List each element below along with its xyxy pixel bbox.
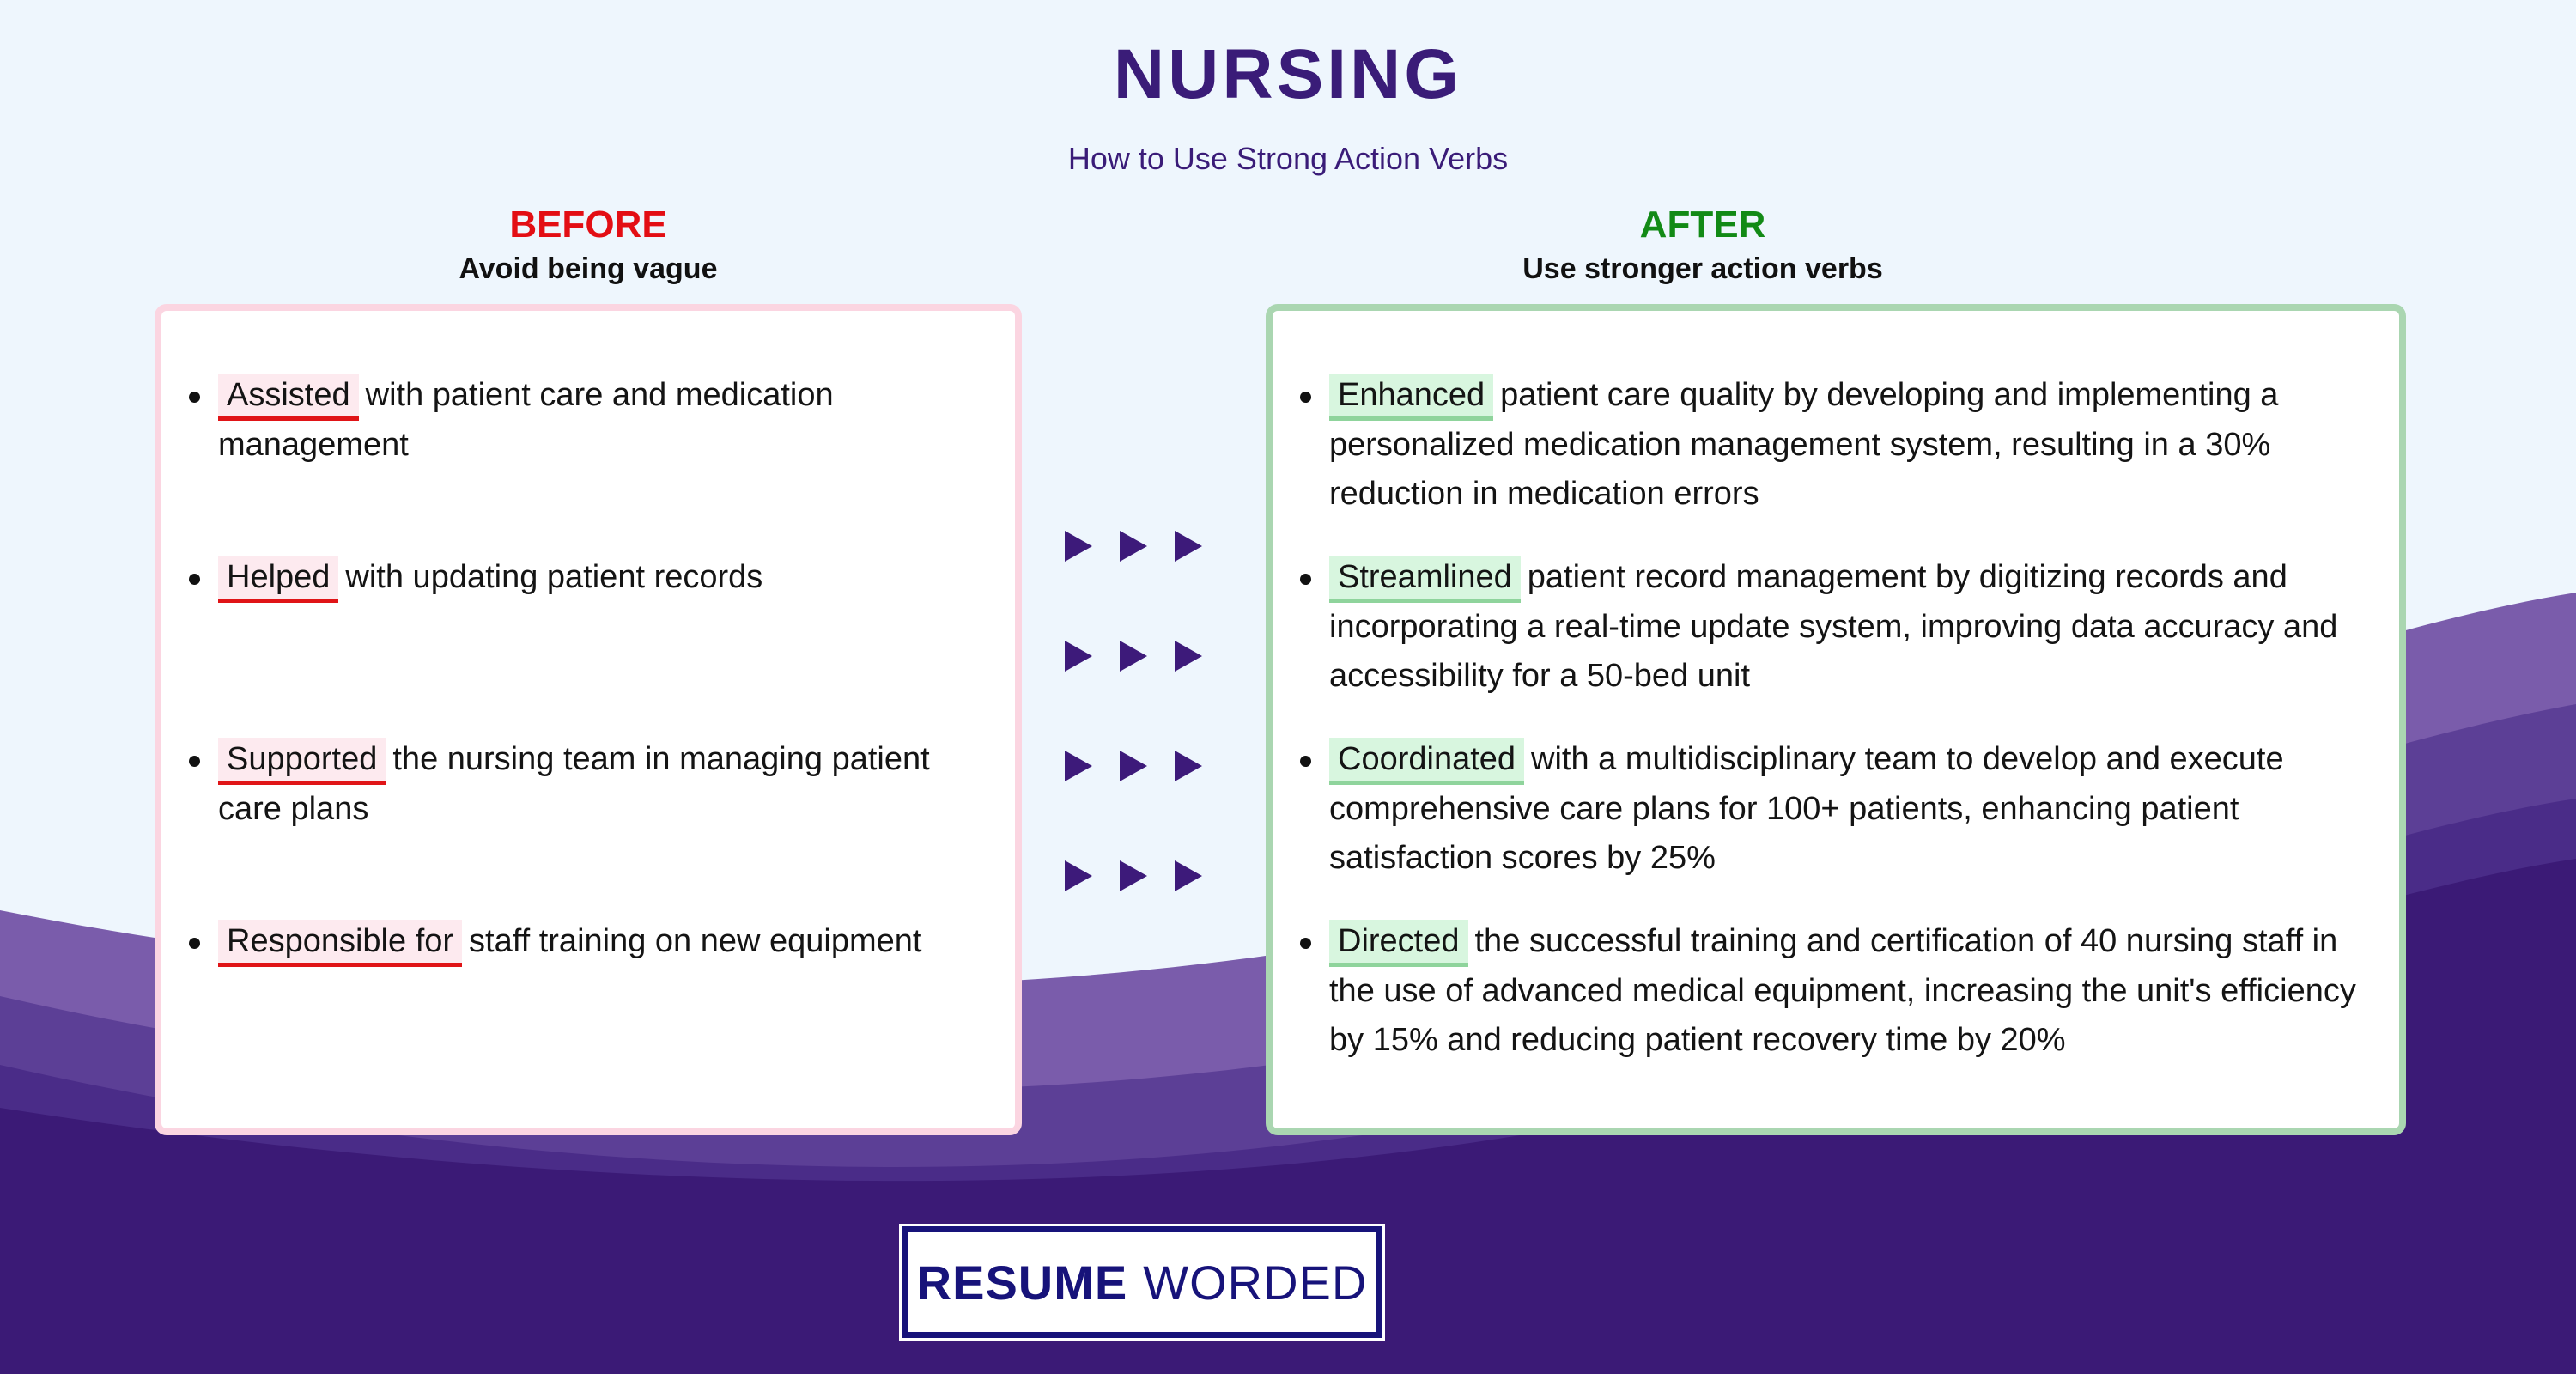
weak-verb: Supported — [218, 738, 386, 785]
strong-verb: Enhanced — [1329, 374, 1493, 421]
before-sublabel: Avoid being vague — [459, 252, 718, 285]
play-triangle-icon — [1175, 751, 1202, 781]
after-sublabel: Use stronger action verbs — [1522, 252, 1883, 285]
strong-verb: Streamlined — [1329, 556, 1521, 603]
list-item — [218, 371, 974, 470]
play-triangle-icon — [1120, 531, 1147, 562]
brand-bold: RESUME — [916, 1255, 1128, 1310]
list-item-text: with updating patient records — [345, 559, 763, 595]
play-triangle-icon — [1175, 641, 1202, 672]
list-item — [1329, 917, 2360, 1065]
before-card — [155, 304, 1022, 1135]
bullet-dot-icon — [189, 574, 200, 585]
after-label: AFTER — [1639, 204, 1766, 246]
arrow-row — [1065, 531, 1202, 562]
strong-verb: Directed — [1329, 920, 1468, 967]
list-item — [218, 917, 974, 967]
bullet-dot-icon — [189, 756, 200, 767]
bullet-dot-icon — [189, 392, 200, 403]
bullet-dot-icon — [1300, 574, 1311, 585]
page-title: NURSING — [1113, 35, 1463, 113]
arrow-row — [1065, 860, 1202, 891]
bullet-dot-icon — [1300, 938, 1311, 949]
weak-verb: Helped — [218, 556, 338, 603]
before-header — [155, 206, 1022, 286]
list-item-text: with patient care and medication management — [218, 377, 834, 463]
weak-verb: Assisted — [218, 374, 359, 421]
list-item — [1329, 553, 2360, 701]
list-item-text: the nursing team in managing patient care plans — [218, 741, 930, 827]
list-item — [218, 553, 974, 603]
arrow-row — [1065, 751, 1202, 781]
bullet-dot-icon — [1300, 392, 1311, 403]
play-triangle-icon — [1065, 641, 1092, 672]
strong-verb: Coordinated — [1329, 738, 1524, 785]
page-subtitle: How to Use Strong Action Verbs — [1067, 141, 1509, 176]
play-triangle-icon — [1120, 751, 1147, 781]
play-triangle-icon — [1065, 751, 1092, 781]
play-triangle-icon — [1175, 860, 1202, 891]
play-triangle-icon — [1065, 531, 1092, 562]
list-item — [1329, 735, 2360, 883]
play-triangle-icon — [1065, 860, 1092, 891]
play-triangle-icon — [1120, 860, 1147, 891]
list-item-text: patient record management by digitizing records and incorporating a real-time update system, improving data accuracy and accessibility for a 50-bed unit — [1329, 559, 2338, 694]
list-item-text: the successful training and certification of 40 nursing staff in the use of advanced medical equipment, increasing the unit's efficiency by 15% and reducing patient recovery time by 20% — [1329, 923, 2356, 1058]
bullet-dot-icon — [1300, 756, 1311, 767]
play-triangle-icon — [1175, 531, 1202, 562]
play-triangle-icon — [1120, 641, 1147, 672]
weak-verb: Responsible for — [218, 920, 462, 967]
brand-light: WORDED — [1143, 1255, 1368, 1310]
after-header — [1269, 206, 2136, 286]
after-card — [1266, 304, 2406, 1135]
resume-worded-logo — [902, 1226, 1382, 1338]
before-label: BEFORE — [509, 204, 667, 246]
list-item — [1329, 371, 2360, 519]
list-item-text: staff training on new equipment — [469, 923, 922, 959]
list-item — [218, 735, 974, 834]
list-item-text: with a multidisciplinary team to develop and execute comprehensive care plans for 100+ patients, enhancing patient satisfaction scores by 25% — [1329, 741, 2284, 876]
list-item-text: patient care quality by developing and implementing a personalized medication management system, resulting in a 30% reduction in medication errors — [1329, 377, 2279, 512]
arrow-row — [1065, 641, 1202, 672]
bullet-dot-icon — [189, 938, 200, 949]
